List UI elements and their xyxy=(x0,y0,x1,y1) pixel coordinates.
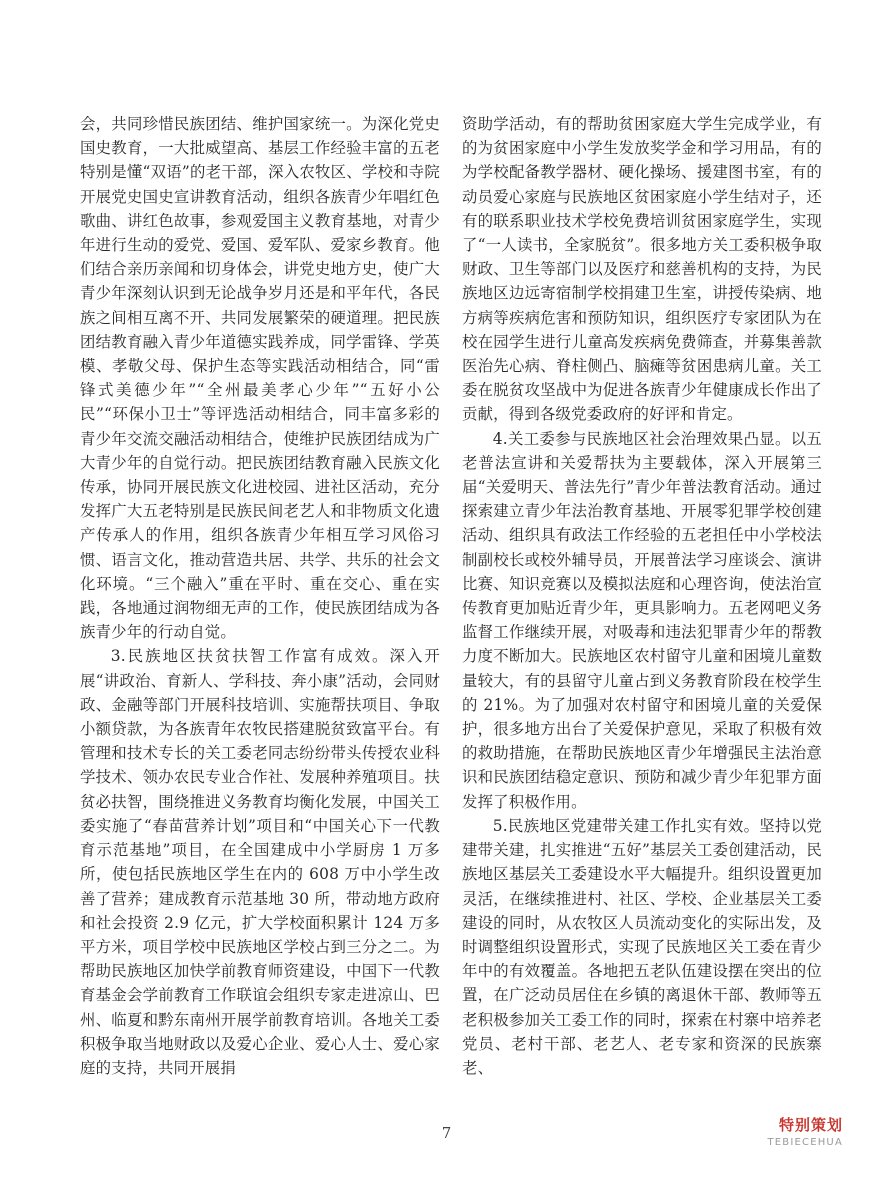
paragraph-section-4: 4.关工委参与民族地区社会治理效果凸显。以五老普法宣讲和关爱帮扶为主要载体，深入开展第三届“关爱明天、普法先行”青少年普法教育活动。通过探索建立青少年法治教育基地、开展零犯罪学校创建活动、组织具有政法工作经验的五老担任中小学校法制副校长或校外辅导员，开展普法学习座谈会、演讲比赛、知识竞赛以及模拟法庭和心理咨询，使法治宣传教育更加贴近青少年，更具影响力。五老网吧义务监督工作继续开展，对吸毒和违法犯罪青少年的帮教力度不断加大。民族地区农村留守儿童和困境儿童数量较大，有的县留守儿童占到义务教育阶段在校学生的 21%。为了加强对农村留守和困境儿童的关爱保护，很多地方出台了关爱保护意见，采取了积极有效的救助措施，在帮助民族地区青少年增强民主法治意识和民族团结稳定意识、预防和减少青少年犯罪方面发挥了积极作用。 xyxy=(462,429,822,811)
section-label-pinyin: TEBIECEHUA xyxy=(767,1137,843,1148)
section-label xyxy=(767,1114,843,1148)
left-text-column xyxy=(80,112,440,1080)
section-label-chinese: 特别策划 xyxy=(778,1116,843,1134)
paragraph-section-3: 3.民族地区扶贫扶智工作富有成效。深入开展“讲政治、育新人、学科技、奔小康”活动，会同财政、金融等部门开展科技培训、实施帮扶项目、争取小额贷款，为各族青年农牧民搭建脱贫致富平台。有管理和技术专长的关工委老同志纷纷带头传授农业科学技术、领办农民专业合作社、发展种养殖项目。扶贫必扶智，围绕推进义务教育均衡化发展，中国关工委实施了“春苗营养计划”项目和“中国关心下一代教育示范基地”项目，在全国建成中小学厨房 1 万多所，使包括民族地区学生在内的 608 万中小学生改善了营养；建成教育示范基地 30 所，带动地方政府和社会投资 2.9 亿元，扩大学校面积累计 124 万多平方米，项目学校中民族地区学校占到三分之二。为帮助民族地区加快学前教育师资建设，中国下一代教育基金会学前教育工作联谊会组织专家走进凉山、巴州、临夏和黔东南州开展学前教育培训。各地关工委积极争取当地财政以及爱心企业、爱心人士、爱心家庭的支持，共同开展捐 xyxy=(80,647,440,1077)
paragraph-continuation: 会，共同珍惜民族团结、维护国家统一。为深化党史国史教育，一大批威望高、基层工作经验丰富的五老特别是懂“双语”的老干部，深入农牧区、学校和寺院开展党史国史宣讲教育活动，组织各族青少年唱红色歌曲、讲红色故事，参观爱国主义教育基地，对青少年进行生动的爱党、爱国、爱军队、爱家乡教育。他们结合亲历亲闻和切身体会，讲党史地方史，使广大青少年深刻认识到无论战争岁月还是和平年代，各民族之间相互离不开、共同发展繁荣的硬道理。把民族团结教育融入青少年道德实践养成，同学雷锋、学英模、孝敬父母、保护生态等实践活动相结合，同“雷锋式美德少年”“全州最美孝心少年”“五好小公民”“环保小卫士”等评选活动相结合，同丰富多彩的青少年交流交融活动相结合，使维护民族团结成为广大青少年的自觉行动。把民族团结教育融入民族文化传承，协同开展民族文化进校园、进社区活动，充分发挥广大五老特别是民族民间老艺人和非物质文化遗产传承人的作用，组织各族青少年相互学习风俗习惯、语言文化，推动营造共居、共学、共乐的社会文化环境。“三个融入”重在平时、重在交心、重在实践，各地通过润物细无声的工作，使民族团结成为各族青少年的行动自觉。 xyxy=(80,115,440,642)
paragraph-section-3-continued: 资助学活动，有的帮助贫困家庭大学生完成学业，有的为贫困家庭中小学生发放奖学金和学习用品，有的为学校配备教学器材、硬化操场、援建图书室，有的动员爱心家庭与民族地区贫困家庭小学生结对子，还有的联系职业技术学校免费培训贫困家庭学生，实现了“一人读书，全家脱贫”。很多地方关工委积极争取财政、卫生等部门以及医疗和慈善机构的支持，为民族地区边远寄宿制学校捐建卫生室，讲授传染病、地方病等疾病危害和预防知识，组织医疗专家团队为在校在园学生进行儿童高发疾病免费筛查，并募集善款医治先心病、脊柱侧凸、脑瘫等贫困患病儿童。关工委在脱贫攻坚战中为促进各族青少年健康成长作出了贡献，得到各级党委政府的好评和肯定。 xyxy=(462,115,822,424)
page-number: 7 xyxy=(441,1124,452,1142)
paragraph-section-5: 5.民族地区党建带关建工作扎实有效。坚持以党建带关建，扎实推进“五好”基层关工委创建活动，民族地区基层关工委建设水平大幅提升。组织设置更加灵活，在继续推进村、社区、学校、企业基层关工委建设的同时，从农牧区人员流动变化的实际出发，及时调整组织设置形式，实现了民族地区关工委在青少年中的有效覆盖。各地把五老队伍建设摆在突出的位置，在广泛动员居住在乡镇的离退休干部、教师等五老积极参加关工委工作的同时，探索在村寨中培养老党员、老村干部、老艺人、老专家和资深的民族寨老、 xyxy=(462,816,822,1077)
right-text-column xyxy=(462,112,822,1080)
